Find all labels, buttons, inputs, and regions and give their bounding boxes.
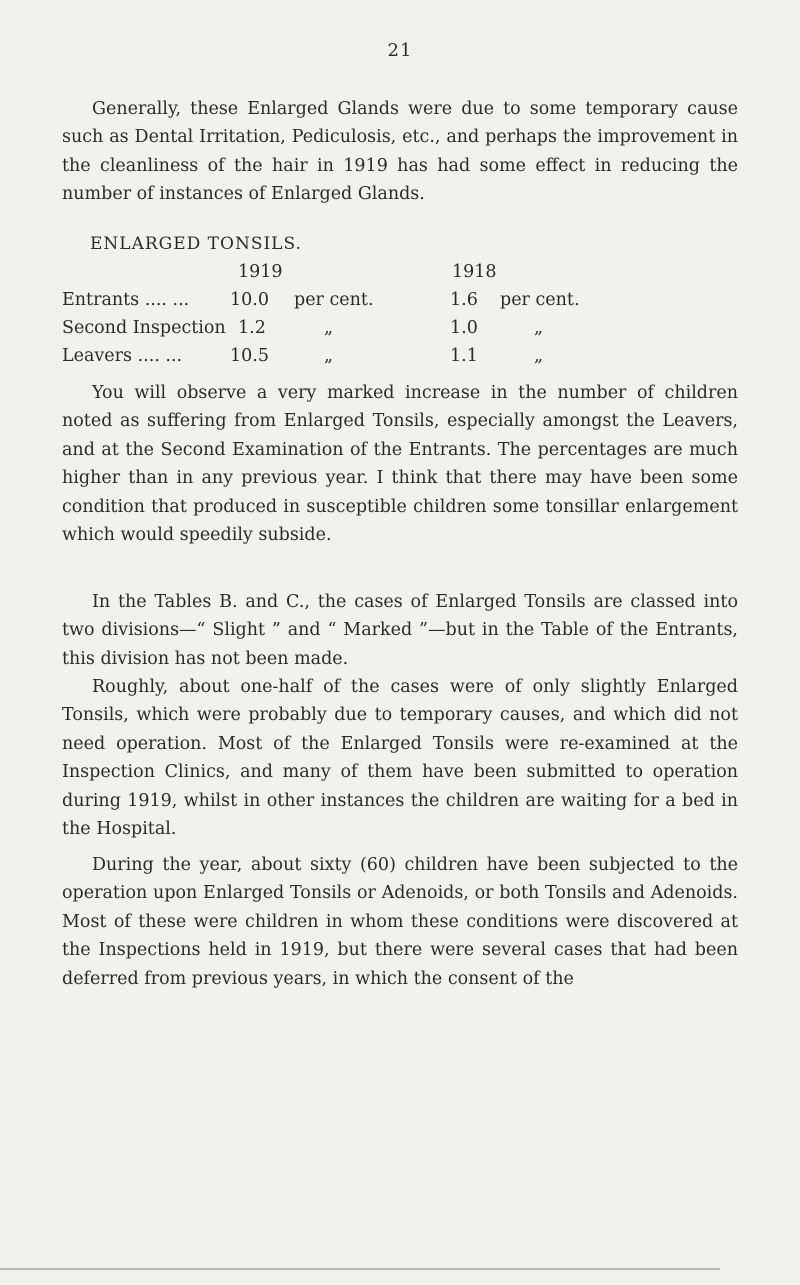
paragraph-operations: During the year, about sixty (60) children have been subjected to the operation upon Enlarged Tonsils or Adenoids, or both Tonsils and Adenoids. Most of these were children in whom these conditions were discovered at the Inspections held in 1919, but there were several cases that had been deferred from previous years, in which the consent of the <box>62 855 738 989</box>
table-row <box>62 318 752 346</box>
unit-1919: per cent. <box>294 290 374 310</box>
page-edge-line <box>0 1268 720 1270</box>
paragraph-tonsils-increase: You will observe a very marked increase in the number of children noted as suffering from Enlarged Tonsils, especially amongst the Leavers, and at the Second Examination of the Entrants. The percentages are much higher than in any previous year. I think that there may have been some condition that produced in susceptible children some tonsillar enlargement which would speedily subside. <box>62 383 738 546</box>
unit-1918: per cent. <box>500 290 580 310</box>
unit-1919: „ <box>324 346 334 366</box>
value-1918: 1.6 <box>450 290 478 310</box>
value-1919: 10.0 <box>230 290 269 310</box>
table-row <box>62 346 752 374</box>
enlarged-tonsils-table <box>62 262 752 374</box>
row-label: Leavers .... ... <box>62 346 183 366</box>
table-title: ENLARGED TONSILS. <box>90 234 302 254</box>
paragraph-tables-divisions: In the Tables B. and C., the cases of Enlarged Tonsils are classed into two divisions—“ Slight ” and “ Marked ”—but in the Table of the Entrants, this division has not been made. <box>62 592 738 669</box>
value-1919: 10.5 <box>230 346 269 366</box>
table-header-row <box>62 262 752 290</box>
row-label: Entrants .... ... <box>62 290 190 310</box>
value-1918: 1.0 <box>450 318 478 338</box>
value-1919: 1.2 <box>238 318 266 338</box>
page-number: 21 <box>387 40 413 61</box>
year-header-1919: 1919 <box>238 262 283 282</box>
unit-1918: „ <box>534 346 544 366</box>
value-1918: 1.1 <box>450 346 478 366</box>
paragraph-enlarged-glands: Generally, these Enlarged Glands were due to some temporary cause such as Dental Irritation, Pediculosis, etc., and perhaps the improvement in the cleanliness of the hair in 1919 has had some effect in reducing the number of instances of Enlarged Glands. <box>62 99 738 205</box>
paragraph-slightly-enlarged: Roughly, about one-half of the cases were of only slightly Enlarged Tonsils, which were probably due to temporary causes, and which did not need operation. Most of the Enlarged Tonsils were re-examined at the Inspection Clinics, and many of them have been submitted to operation during 1919, whilst in other instances the children are waiting for a bed in the Hospital. <box>62 677 738 840</box>
unit-1918: „ <box>534 318 544 338</box>
table-row <box>62 290 752 318</box>
year-header-1918: 1918 <box>452 262 497 282</box>
row-label: Second Inspection <box>62 318 226 338</box>
unit-1919: „ <box>324 318 334 338</box>
